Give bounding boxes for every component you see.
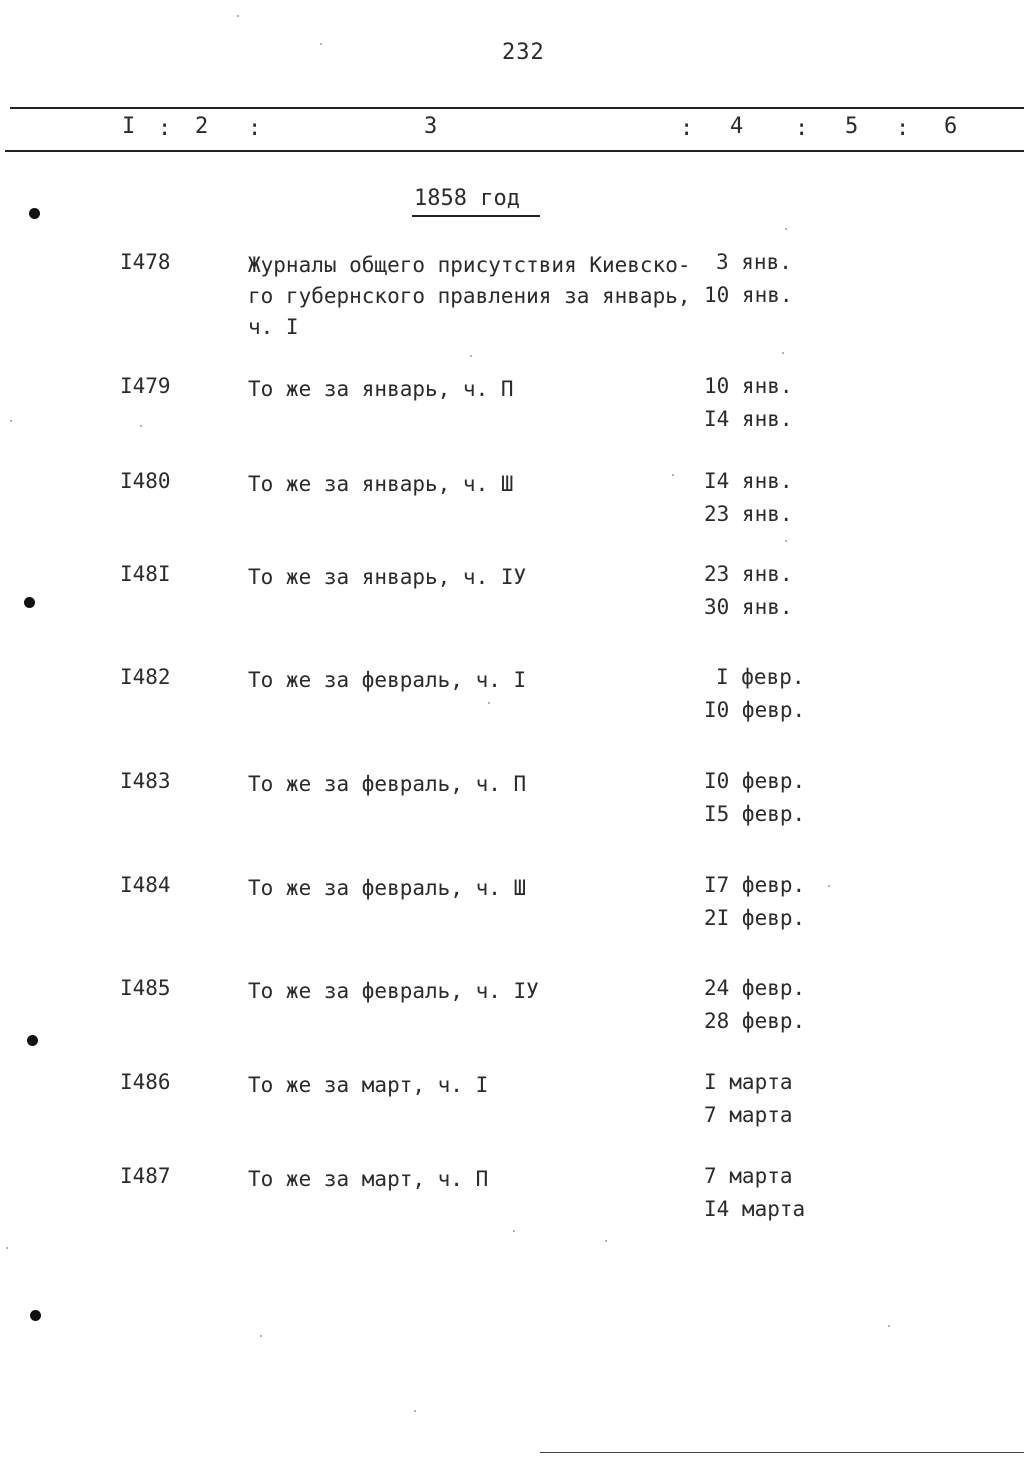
entry-date-to: I4 марта bbox=[704, 1197, 806, 1221]
year-heading: 1858 год bbox=[414, 186, 520, 211]
entry-date-from: I февр. bbox=[716, 665, 805, 689]
entry-number: I485 bbox=[120, 976, 171, 1000]
entry-number: I480 bbox=[120, 469, 171, 493]
entry-date-from: I0 февр. bbox=[704, 769, 806, 793]
entry-number: I479 bbox=[120, 374, 171, 398]
scan-speck bbox=[488, 702, 490, 704]
scan-speck bbox=[10, 420, 12, 422]
binding-hole-mark bbox=[30, 1310, 41, 1321]
entry-date-from: I7 февр. bbox=[704, 873, 806, 897]
entry-title: То же за март, ч. П bbox=[248, 1167, 489, 1191]
scan-speck bbox=[672, 474, 674, 476]
entry-date-from: I4 янв. bbox=[704, 469, 793, 493]
entry-date-to: 2I февр. bbox=[704, 906, 806, 930]
entry-title: То же за февраль, ч. I bbox=[248, 668, 527, 692]
entry-date-from: 23 янв. bbox=[704, 562, 793, 586]
scan-speck bbox=[414, 1410, 416, 1412]
column-separator: : bbox=[158, 116, 172, 141]
column-separator: : bbox=[896, 116, 910, 141]
entry-number: I482 bbox=[120, 665, 171, 689]
scan-speck bbox=[260, 1335, 262, 1337]
column-separator: : bbox=[248, 116, 262, 141]
entry-number: I483 bbox=[120, 769, 171, 793]
entry-date-to: 23 янв. bbox=[704, 502, 793, 526]
header-rule-top bbox=[10, 107, 1024, 109]
entry-date-from: 24 февр. bbox=[704, 976, 806, 1000]
entry-date-to: I5 февр. bbox=[704, 802, 806, 826]
scan-speck bbox=[470, 355, 472, 357]
column-separator: : bbox=[680, 116, 694, 141]
column-header-5: 5 bbox=[845, 114, 859, 139]
entry-title: Журналы общего присутствия Киевско- го губернского правления за январь, ч. I bbox=[248, 253, 691, 339]
header-rule-bottom bbox=[5, 150, 1024, 152]
entry-number: I487 bbox=[120, 1164, 171, 1188]
entry-date-from: I марта bbox=[704, 1070, 793, 1094]
entry-date-from: 7 марта bbox=[704, 1164, 793, 1188]
scan-speck bbox=[828, 885, 830, 887]
entry-title: То же за январь, ч. IУ bbox=[248, 565, 527, 589]
scan-speck bbox=[785, 228, 787, 230]
year-heading-underline bbox=[412, 215, 540, 217]
scan-speck bbox=[888, 1325, 890, 1327]
column-header-4: 4 bbox=[730, 114, 744, 139]
entry-number: I486 bbox=[120, 1070, 171, 1094]
scan-speck bbox=[140, 425, 142, 427]
entry-number: I484 bbox=[120, 873, 171, 897]
entry-title: То же за февраль, ч. IУ bbox=[248, 979, 539, 1003]
entry-number: I478 bbox=[120, 250, 171, 274]
entry-date-to: 7 марта bbox=[704, 1103, 793, 1127]
column-header-2: 2 bbox=[195, 114, 209, 139]
page-number: 232 bbox=[502, 40, 545, 65]
entry-title: То же за март, ч. I bbox=[248, 1073, 489, 1097]
entry-date-from: 3 янв. bbox=[716, 250, 792, 274]
entry-title: То же за февраль, ч. П bbox=[248, 772, 527, 796]
scan-speck bbox=[513, 1230, 515, 1232]
binding-hole-mark bbox=[24, 597, 35, 608]
entry-date-to: 10 янв. bbox=[704, 283, 793, 307]
scan-speck bbox=[785, 540, 787, 542]
binding-hole-mark bbox=[27, 1035, 38, 1046]
column-separator: : bbox=[795, 116, 809, 141]
entry-title: То же за январь, ч. Ш bbox=[248, 472, 514, 496]
entry-title: То же за январь, ч. П bbox=[248, 377, 514, 401]
entry-date-to: I4 янв. bbox=[704, 407, 793, 431]
scan-speck bbox=[320, 43, 322, 45]
scan-speck bbox=[605, 1240, 607, 1242]
entry-date-to: 30 янв. bbox=[704, 595, 793, 619]
entry-title: То же за февраль, ч. Ш bbox=[248, 876, 527, 900]
column-header-1: I bbox=[122, 114, 136, 139]
scan-speck bbox=[6, 1247, 8, 1249]
footer-rule bbox=[540, 1452, 1024, 1453]
binding-hole-mark bbox=[29, 208, 40, 219]
entry-number: I48I bbox=[120, 562, 171, 586]
column-header-6: 6 bbox=[944, 114, 958, 139]
column-header-3: 3 bbox=[424, 114, 438, 139]
entry-date-to: I0 февр. bbox=[704, 698, 806, 722]
scan-speck bbox=[782, 352, 784, 354]
entry-date-to: 28 февр. bbox=[704, 1009, 806, 1033]
entry-date-from: 10 янв. bbox=[704, 374, 793, 398]
scan-speck bbox=[237, 15, 239, 17]
